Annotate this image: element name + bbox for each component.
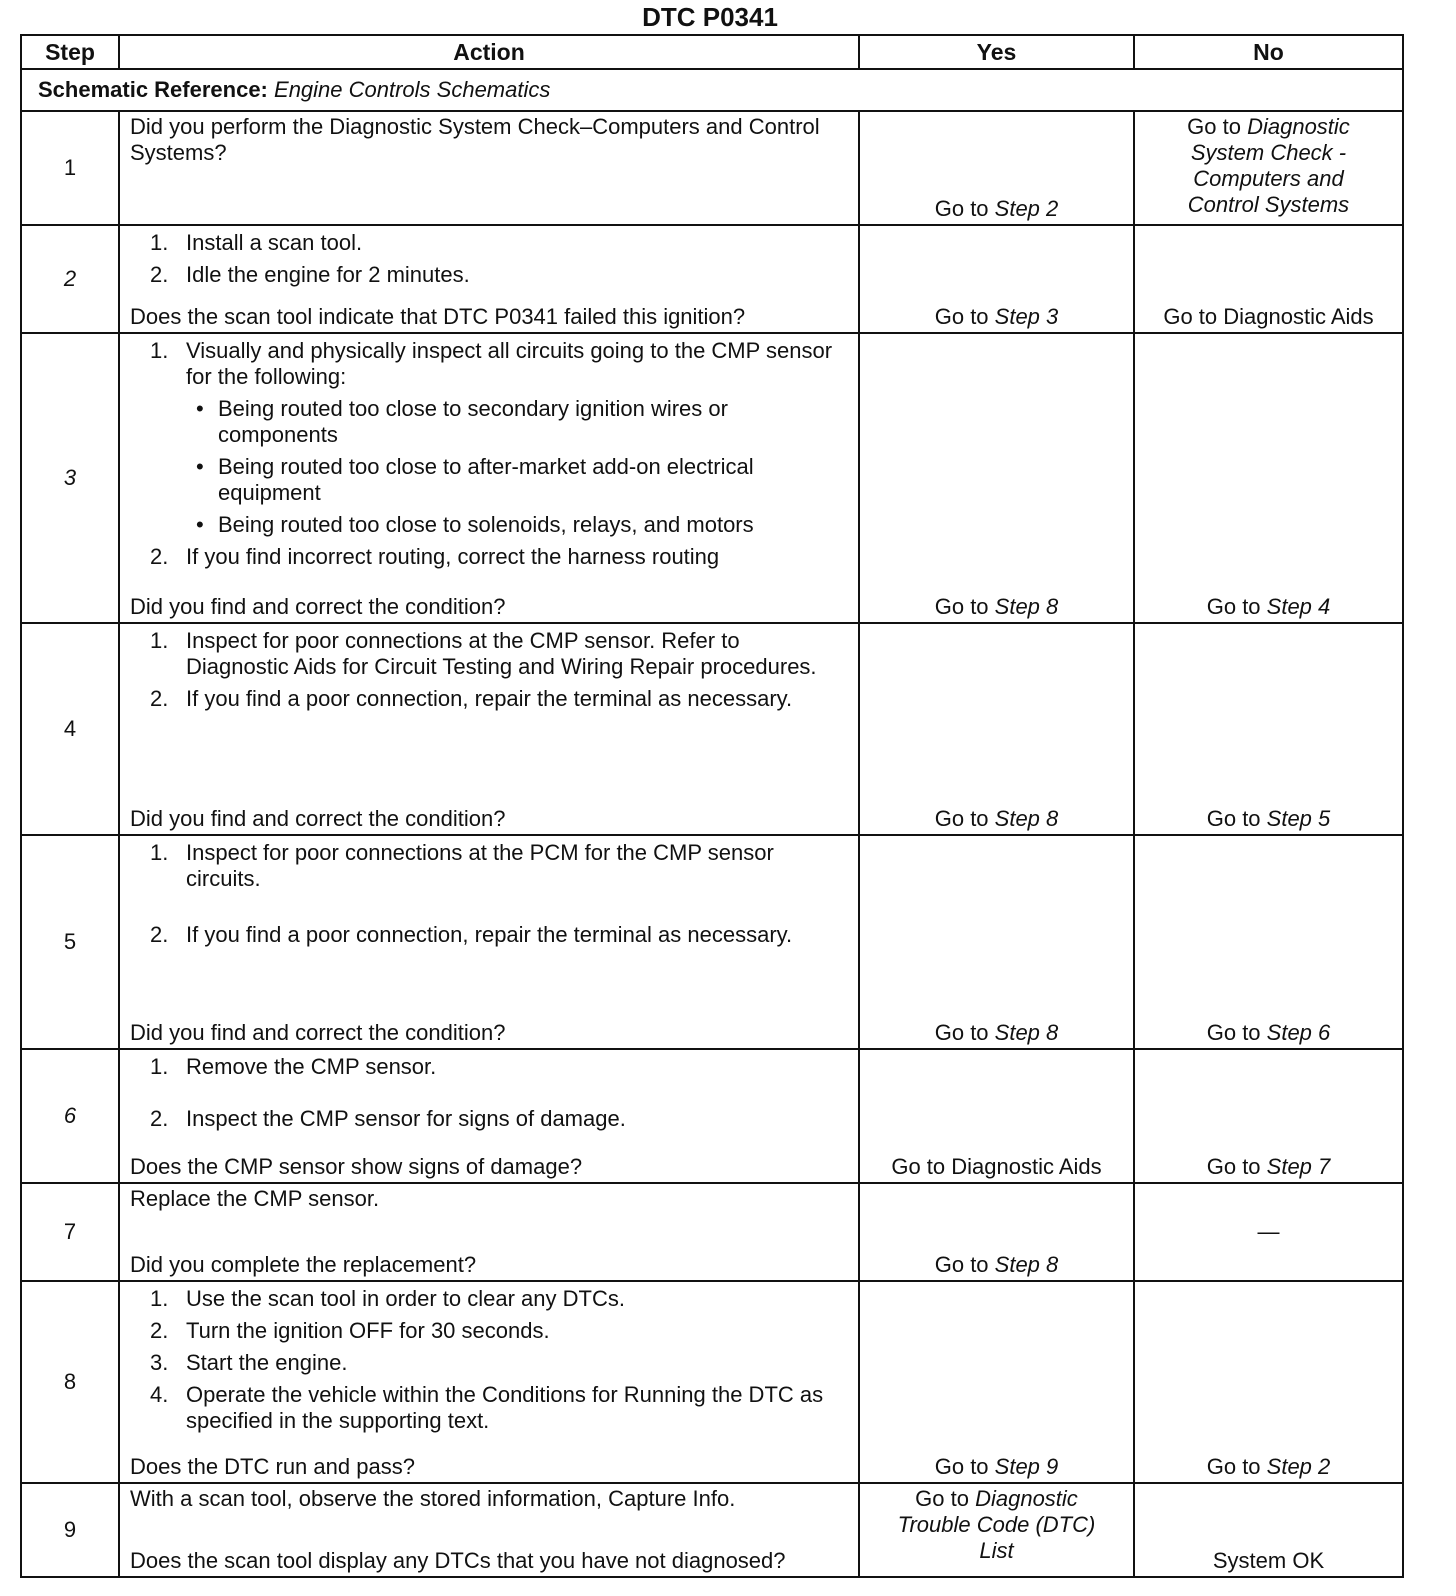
list-item: 1. Inspect for poor connections at the CMP sensor. Refer to Diagnostic Aids for Circuit Testing and Wiring Repair procedures. <box>150 628 817 679</box>
schematic-label: Schematic Reference: <box>38 77 268 102</box>
no-text: Go to <box>1206 1154 1267 1179</box>
yes-link[interactable]: Diagnostic Trouble Code (DTC) List <box>897 1486 1096 1563</box>
table-row <box>21 1183 1403 1281</box>
question-text: Did you find and correct the condition? <box>130 1020 506 1045</box>
yes-link[interactable]: Step 9 <box>994 1454 1059 1479</box>
no-cell <box>1134 225 1403 333</box>
question-text: Did you find and correct the condition? <box>130 806 506 831</box>
yes-cell <box>859 1183 1134 1281</box>
yes-text: Go to <box>934 1020 995 1045</box>
no-cell <box>1134 623 1403 835</box>
action-cell <box>119 623 859 835</box>
no-dash: — <box>1257 1219 1280 1244</box>
action-cell <box>119 1049 859 1183</box>
step-number: 4 <box>21 623 119 835</box>
table-row <box>21 111 1403 225</box>
list-item: 1. Visually and physically inspect all circuits going to the CMP sensor for the following: <box>150 338 833 389</box>
no-text: Go to <box>1206 806 1267 831</box>
step-number: 9 <box>21 1483 119 1577</box>
yes-text: Go to <box>934 304 995 329</box>
yes-cell <box>859 1049 1134 1183</box>
action-cell <box>119 225 859 333</box>
question-text: Does the scan tool indicate that DTC P0341 failed this ignition? <box>130 304 746 329</box>
header-yes: Yes <box>859 35 1134 69</box>
action-text: With a scan tool, observe the stored information, Capture Info. <box>130 1486 736 1511</box>
header-action: Action <box>119 35 859 69</box>
yes-text: Go to <box>934 594 995 619</box>
no-link[interactable]: Step 5 <box>1266 806 1331 831</box>
yes-text: Go to <box>934 1252 995 1277</box>
table-row <box>21 835 1403 1049</box>
action-cell <box>119 333 859 623</box>
yes-cell <box>859 623 1134 835</box>
no-cell <box>1134 1049 1403 1183</box>
yes-link[interactable]: Step 3 <box>994 304 1059 329</box>
no-text: Go to <box>1206 1454 1267 1479</box>
no-cell <box>1134 1483 1403 1577</box>
question-text: Did you complete the replacement? <box>130 1252 477 1277</box>
yes-cell <box>859 333 1134 623</box>
no-link[interactable]: Diagnostic System Check - Computers and Control Systems <box>1187 114 1350 217</box>
no-link[interactable]: Step 4 <box>1266 594 1331 619</box>
action-cell <box>119 1281 859 1483</box>
step-number: 5 <box>21 835 119 1049</box>
bullet-item: • Being routed too close to after-market add-on electrical equipment <box>196 454 754 505</box>
step-number: 6 <box>21 1049 119 1183</box>
yes-link[interactable]: Step 8 <box>994 1020 1059 1045</box>
no-text: Go to <box>1187 114 1248 139</box>
question-text: Does the DTC run and pass? <box>130 1454 415 1479</box>
yes-link[interactable]: Step 8 <box>994 806 1059 831</box>
yes-cell <box>859 835 1134 1049</box>
bullet-item: • Being routed too close to solenoids, relays, and motors <box>196 512 754 537</box>
step-number: 7 <box>21 1183 119 1281</box>
list-item: 4. Operate the vehicle within the Conditions for Running the DTC as specified in the supporting text. <box>150 1382 824 1433</box>
table-row <box>21 1281 1403 1483</box>
yes-text: Go to <box>934 1454 995 1479</box>
header-step: Step <box>21 35 119 69</box>
list-item: 2. Turn the ignition OFF for 30 seconds. <box>150 1318 550 1343</box>
step-number: 8 <box>21 1281 119 1483</box>
table-row <box>21 225 1403 333</box>
table-row <box>21 333 1403 623</box>
no-text: System OK <box>1212 1548 1325 1573</box>
dtc-table <box>20 34 1404 1578</box>
schematic-reference <box>21 69 1403 111</box>
page-title: DTC P0341 <box>642 2 778 32</box>
step-number: 2 <box>21 225 119 333</box>
yes-text: Go to <box>915 1486 976 1511</box>
step-number: 3 <box>21 333 119 623</box>
list-item: 3. Start the engine. <box>150 1350 348 1375</box>
yes-link[interactable]: Step 2 <box>994 196 1059 221</box>
no-link[interactable]: Step 7 <box>1266 1154 1331 1179</box>
no-cell <box>1134 1183 1403 1281</box>
list-item: 1. Use the scan tool in order to clear any DTCs. <box>150 1286 625 1311</box>
table-row <box>21 1049 1403 1183</box>
header-no: No <box>1134 35 1403 69</box>
action-cell <box>119 835 859 1049</box>
yes-cell <box>859 1483 1134 1577</box>
list-item: 1. Install a scan tool. <box>150 230 363 255</box>
bullet-item: • Being routed too close to secondary ignition wires or components <box>196 396 728 447</box>
yes-link[interactable]: Go to Diagnostic Aids <box>891 1154 1102 1179</box>
action-cell <box>119 1183 859 1281</box>
yes-cell <box>859 111 1134 225</box>
no-cell <box>1134 835 1403 1049</box>
list-item: 2. If you find a poor connection, repair the terminal as necessary. <box>150 686 793 711</box>
step-number: 1 <box>21 111 119 225</box>
list-item: 1. Inspect for poor connections at the PCM for the CMP sensor circuits. <box>150 840 774 891</box>
yes-cell <box>859 1281 1134 1483</box>
no-cell <box>1134 333 1403 623</box>
yes-text: Go to <box>934 196 995 221</box>
no-link[interactable]: Step 6 <box>1266 1020 1331 1045</box>
question-text: Does the scan tool display any DTCs that you have not diagnosed? <box>130 1548 786 1573</box>
question-text: Did you find and correct the condition? <box>130 594 506 619</box>
action-text: Replace the CMP sensor. <box>130 1186 380 1211</box>
no-link[interactable]: Step 2 <box>1266 1454 1331 1479</box>
no-text: Go to <box>1206 1020 1267 1045</box>
list-item: 2. Inspect the CMP sensor for signs of damage. <box>150 1106 626 1131</box>
schematic-value: Engine Controls Schematics <box>274 77 551 102</box>
table-row <box>21 1483 1403 1577</box>
table-row <box>21 623 1403 835</box>
question-text: Does the CMP sensor show signs of damage? <box>130 1154 583 1179</box>
list-item: 2. Idle the engine for 2 minutes. <box>150 262 470 287</box>
yes-text: Go to <box>934 806 995 831</box>
action-cell <box>119 111 859 225</box>
yes-link[interactable]: Step 8 <box>994 594 1059 619</box>
schematic-row <box>21 69 1403 111</box>
no-cell <box>1134 111 1403 225</box>
action-text: Did you perform the Diagnostic System Check–Computers and Control Systems? <box>130 114 820 165</box>
header-row <box>21 35 1403 69</box>
list-item: 1. Remove the CMP sensor. <box>150 1054 437 1079</box>
no-text: Go to <box>1206 594 1267 619</box>
no-link[interactable]: Go to Diagnostic Aids <box>1163 304 1374 329</box>
yes-link[interactable]: Step 8 <box>994 1252 1059 1277</box>
no-cell <box>1134 1281 1403 1483</box>
yes-cell <box>859 225 1134 333</box>
list-item: 2. If you find a poor connection, repair the terminal as necessary. <box>150 922 793 947</box>
list-item: 2. If you find incorrect routing, correct the harness routing <box>150 544 720 569</box>
action-cell <box>119 1483 859 1577</box>
